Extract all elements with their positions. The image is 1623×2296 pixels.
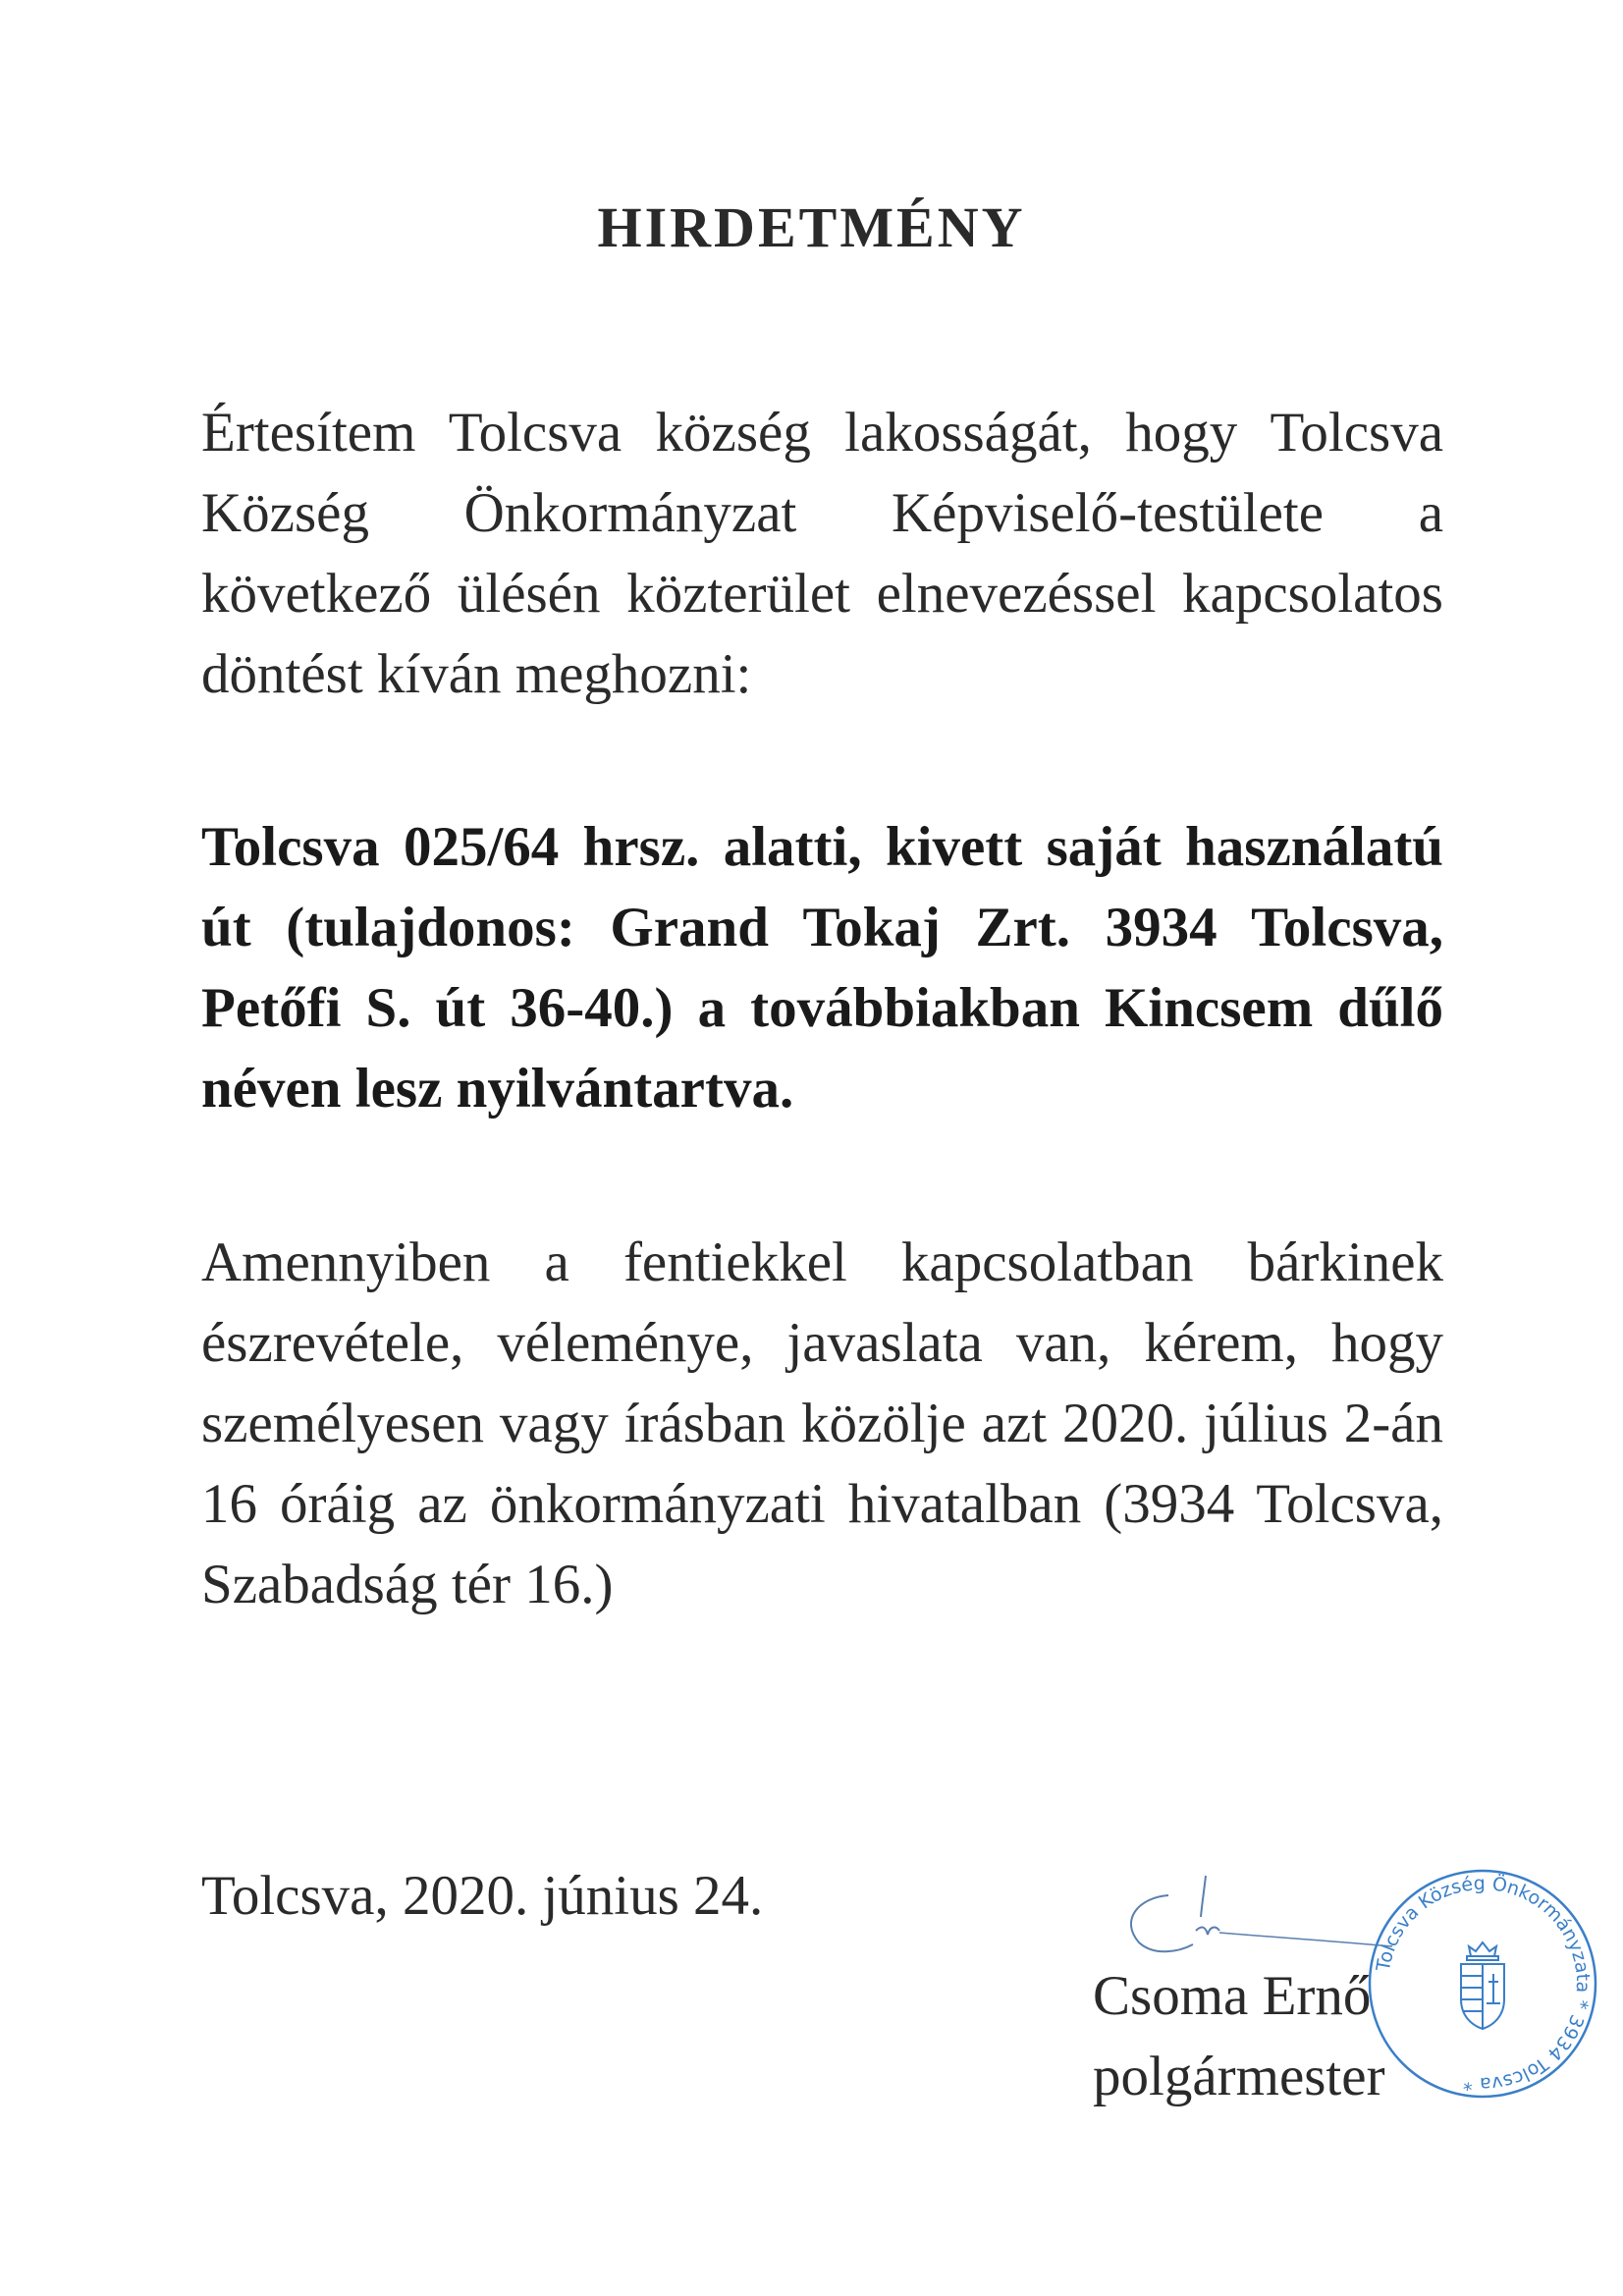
date-line: Tolcsva, 2020. június 24. (201, 1865, 764, 1927)
svg-text:Tolcsva Község Önkormányzata *: Tolcsva Község Önkormányzata * 3934 Tolcsva * (1372, 1872, 1595, 2096)
notice-paragraph-comments: Amennyiben a fentiekkel kapcsolatban bárkinek észrevétele, véleménye, javaslata van, kérem, hogy személyesen vagy írásban közölje azt 2020. július 2-án 16 óráig az önkormányzati hivatalban (3934 Tolcsva, Szabadság tér 16.) (201, 1231, 1443, 1615)
municipal-seal (1365, 1866, 1600, 2102)
notice-paragraph-intro: Értesítem Tolcsva község lakosságát, hogy Tolcsva Község Önkormányzat Képviselő-testülete a következő ülésén közterület elnevezéssel kapcsolatos döntést kíván meghozni: (201, 402, 1443, 705)
signer-name: Csoma Ernő (1093, 1965, 1372, 2027)
handwritten-signature (1100, 1866, 1394, 1974)
notice-paragraph-decision: Tolcsva 025/64 hrsz. alatti, kivett saját használatú út (tulajdonos: Grand Tokaj Zrt. 3934 Tolcsva, Petőfi S. út 36-40.) a továbbiakban Kincsem dűlő néven lesz nyilvántartva. (201, 816, 1443, 1120)
page-title: HIRDETMÉNY (597, 195, 1026, 259)
signer-title: polgármester (1093, 2046, 1385, 2107)
